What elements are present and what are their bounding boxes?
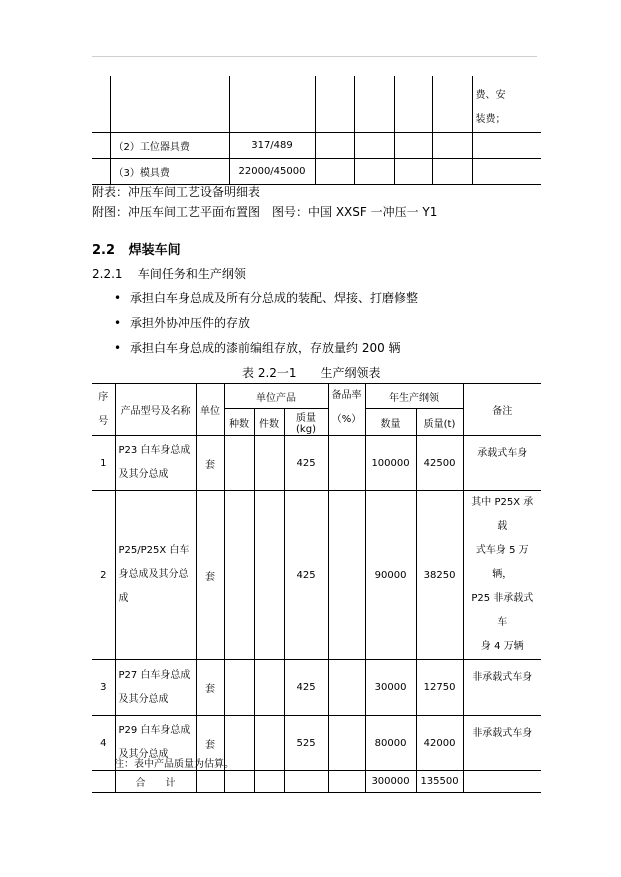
cell-remark: P25 非承载式车 <box>471 593 534 628</box>
cell-mass: 525 <box>284 716 328 771</box>
bullet-item: • 承担外协冲压件的存放 <box>114 316 251 330</box>
header-unit-product: 单位产品 <box>224 384 328 409</box>
cell-mass-t: 12750 <box>416 660 463 716</box>
cell-name: P29 白车身总成 <box>118 725 191 736</box>
header-spare: 备品率 <box>331 390 362 401</box>
table-row <box>92 159 541 185</box>
cell-remark: 非承载式车身 <box>463 660 541 716</box>
cell-mass-t: 42500 <box>416 436 463 491</box>
table-row <box>92 436 541 491</box>
header-seq: 号 <box>98 415 109 427</box>
table-row <box>92 76 541 133</box>
subsection-number: 2.2.1 <box>92 267 123 281</box>
cell-mass: 425 <box>284 436 328 491</box>
bullet-dot-icon: • <box>114 291 122 305</box>
cell-qty: 80000 <box>365 716 416 771</box>
cell-seq: 3 <box>92 660 115 716</box>
table-row <box>92 133 541 159</box>
cell-name: 成 <box>118 593 129 604</box>
header-annual: 年生产纲领 <box>365 384 463 409</box>
cell-name: 及其分总成 <box>118 693 169 705</box>
section-heading <box>92 239 181 258</box>
header-unit: 单位 <box>196 384 224 436</box>
cell-unit: 套 <box>196 491 224 660</box>
header-seq: 序 <box>98 391 109 403</box>
bullet-item: • 承担白车身总成的漆前编组存放，存放量约 200 辆 <box>114 341 401 355</box>
table-total-row <box>92 771 541 793</box>
cell-remark: 式车身 5 万辆， <box>475 545 529 580</box>
production-program-table <box>92 383 541 793</box>
bullet-dot-icon: • <box>114 341 122 355</box>
cell-label: （2）工位器具费 <box>110 133 229 159</box>
cost-table-continued <box>92 76 541 185</box>
cell-mass-t: 38250 <box>416 491 463 660</box>
attachment-table-note: 附表：冲压车间工艺设备明细表 <box>92 185 261 199</box>
cell-name: 及其分总成 <box>118 749 169 760</box>
cell-seq: 4 <box>92 716 115 771</box>
header-pieces: 件数 <box>254 409 284 436</box>
subsection-heading <box>92 265 246 282</box>
header-remark: 备注 <box>463 384 541 436</box>
bullet-dot-icon: • <box>114 316 122 330</box>
header-rule <box>92 56 537 57</box>
cell-seq: 2 <box>92 491 115 660</box>
section-number: 2.2 <box>92 243 116 258</box>
cell-mass: 425 <box>284 660 328 716</box>
cell-remark: 承载式车身 <box>463 436 541 491</box>
header-mass-t: 质量(t) <box>416 409 463 436</box>
header-spare-unit: （%） <box>331 414 362 425</box>
cell-value: 22000/45000 <box>229 159 315 185</box>
cell-qty: 100000 <box>365 436 416 491</box>
cell-seq: 1 <box>92 436 115 491</box>
cell-unit: 套 <box>196 660 224 716</box>
cell-name: 身总成及其分总 <box>118 569 189 580</box>
table-row <box>92 660 541 716</box>
cell-name: P25/P25X 白车 <box>118 545 190 556</box>
cell-qty: 30000 <box>365 660 416 716</box>
bullet-item: • 承担白车身总成及所有分总成的装配、焊接、打磨修整 <box>114 291 419 305</box>
cell-text: 装费； <box>475 114 506 125</box>
table-caption: 表 2.2一1 生产纲领表 <box>242 366 381 380</box>
cell-total-qty: 300000 <box>365 771 416 793</box>
section-title: 焊装车间 <box>128 243 181 258</box>
cell-remark: 其中 P25X 承载 <box>471 497 534 532</box>
cell-name: P27 白车身总成 <box>118 669 191 681</box>
table-footnote: 注：表中产品质量为估算。 <box>114 759 234 770</box>
cell-remark: 身 4 万辆 <box>480 641 524 652</box>
header-mass: 质量(kg) <box>284 409 328 436</box>
cell-value: 317/489 <box>229 133 315 159</box>
cell-unit: 套 <box>196 436 224 491</box>
cell-mass-t: 42000 <box>416 716 463 771</box>
cell-remark: 非承载式车身 <box>463 716 541 771</box>
cell-total-label: 合 计 <box>115 771 196 793</box>
header-product: 产品型号及名称 <box>115 384 196 436</box>
header-qty: 数量 <box>365 409 416 436</box>
attachment-drawing-note: 附图：冲压车间工艺平面布置图 图号：中国 XXSF 一冲压一 Y1 <box>92 205 438 219</box>
table-row <box>92 491 541 660</box>
cell-qty: 90000 <box>365 491 416 660</box>
cell-name: 及其分总成 <box>118 469 169 480</box>
cell-total-mass-t: 135500 <box>416 771 463 793</box>
cell-unit: 套 <box>196 716 224 771</box>
table-header-row <box>92 384 541 409</box>
header-kinds: 种数 <box>224 409 254 436</box>
cell-text: 费、安 <box>475 90 506 101</box>
cell-mass: 425 <box>284 491 328 660</box>
cell-label: （3）模具费 <box>110 159 229 185</box>
subsection-title: 车间任务和生产纲领 <box>137 267 246 281</box>
cell-name: P23 白车身总成 <box>118 445 191 456</box>
